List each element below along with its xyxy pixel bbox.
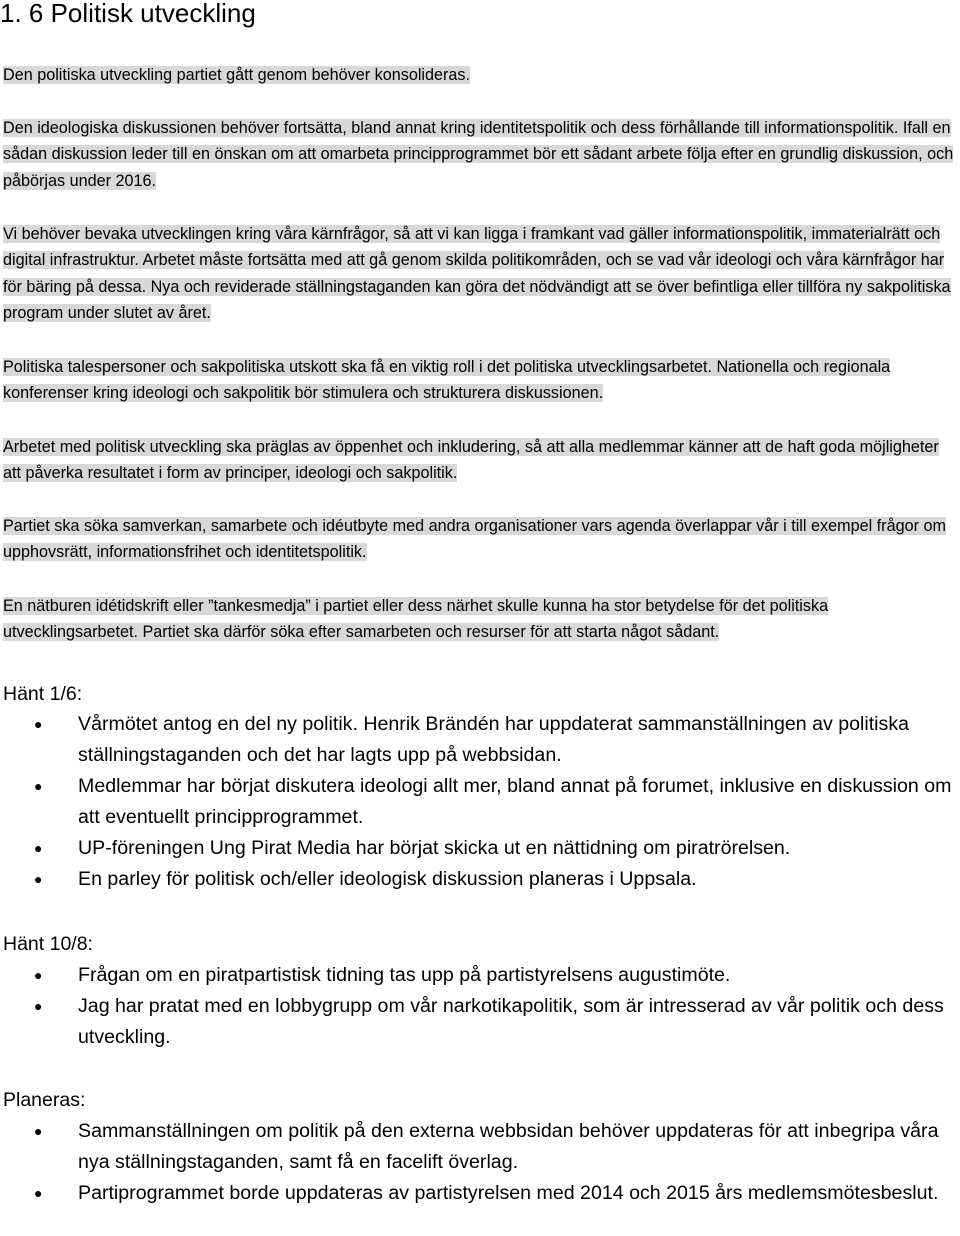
- bullet-icon: ●: [34, 1123, 43, 1139]
- paragraph-text: Arbetet med politisk utveckling ska präglas av öppenhet och inkludering, så att alla medlemmar känner att de haft goda möjligheter att påverka resultatet i form av principer, ideologi och sakpolitik.: [3, 438, 939, 483]
- list-item: [3, 771, 958, 833]
- list-item-text: En parley för politisk och/eller ideologisk diskussion planeras i Uppsala.: [78, 868, 697, 890]
- paragraph: [3, 434, 958, 487]
- bullet-icon: ●: [34, 716, 43, 732]
- list-item-text: UP-föreningen Ung Pirat Media har börjat skicka ut en nättidning om piratrörelsen.: [78, 837, 791, 859]
- bullet-icon: ●: [34, 871, 43, 887]
- paragraph-text: En nätburen idétidskrift eller ”tankesmedja” i partiet eller dess närhet skulle kunna ha stor betydelse för det politiska utvecklingsarbetet. Partiet ska därför söka efter samarbeten och resurser för att starta något sådant.: [3, 597, 829, 642]
- list-item: [3, 991, 958, 1053]
- bullet-list: [3, 709, 958, 895]
- section-heading: Hänt 1/6:: [3, 683, 83, 705]
- paragraph: [3, 513, 958, 566]
- list-item-text: Frågan om en piratpartistisk tidning tas upp på partistyrelsens augustimöte.: [78, 964, 731, 986]
- bullet-icon: ●: [34, 1185, 43, 1201]
- paragraph-text: Den politiska utveckling partiet gått genom behöver konsolideras.: [3, 66, 471, 84]
- section-heading: Planeras:: [3, 1089, 86, 1111]
- paragraph: [3, 593, 958, 646]
- bullet-icon: ●: [34, 998, 43, 1014]
- list-item-text: Jag har pratat med en lobbygrupp om vår narkotikapolitik, som är intresserad av vår politik och dess utveckling.: [78, 995, 944, 1048]
- bullet-list: [3, 1116, 958, 1209]
- page-title: 1. 6 Politisk utveckling: [0, 0, 256, 28]
- list-item-text: Medlemmar har börjat diskutera ideologi allt mer, bland annat på forumet, inklusive en diskussion om att eventuellt principprogrammet.: [78, 775, 952, 828]
- paragraph-text: Den ideologiska diskussionen behöver fortsätta, bland annat kring identitetspolitik och dess förhållande till informationspolitik. Ifall en sådan diskussion leder till en önskan om att omarbeta principprogrammet bör ett sådant arbete följa efter en grundlig diskussion, och påbörjas under 2016.: [3, 119, 954, 190]
- list-item: [3, 960, 958, 991]
- bullet-icon: ●: [34, 778, 43, 794]
- paragraph-text: Vi behöver bevaka utvecklingen kring våra kärnfrågor, så att vi kan ligga i framkant vad gäller informationspolitik, immaterialrätt och digital infrastruktur. Arbetet måste fortsätta med att gå genom skilda politikområden, och se vad vår ideologi och våra kärnfrågor har för bäring på dessa. Nya och reviderade ställningstaganden kan göra det nödvändigt att se över befintliga eller tillföra ny sakpolitiska program under slutet av året.: [3, 225, 951, 322]
- paragraph-text: Partiet ska söka samverkan, samarbete och idéutbyte med andra organisationer vars agenda överlappar vår i till exempel frågor om upphovsrätt, informationsfrihet och identitetspolitik.: [3, 517, 946, 562]
- bullet-icon: ●: [34, 840, 43, 856]
- paragraph: [3, 62, 958, 88]
- section-heading: Hänt 10/8:: [3, 933, 93, 955]
- list-item: [3, 1178, 958, 1209]
- paragraph-text: Politiska talespersoner och sakpolitiska utskott ska få en viktig roll i det politiska utvecklingsarbetet. Nationella och regionala konferenser kring ideologi och sakpolitik bör stimulera och strukturera diskussionen.: [3, 358, 891, 403]
- list-item: [3, 833, 958, 864]
- list-item-text: Vårmötet antog en del ny politik. Henrik Brändén har uppdaterat sammanställningen av politiska ställningstaganden och det har lagts upp på webbsidan.: [78, 713, 910, 766]
- paragraph: [3, 115, 958, 194]
- bullet-icon: ●: [34, 967, 43, 983]
- paragraph: [3, 221, 958, 326]
- list-item: [3, 709, 958, 771]
- list-item-text: Partiprogrammet borde uppdateras av partistyrelsen med 2014 och 2015 års medlemsmötesbeslut.: [78, 1182, 939, 1204]
- bullet-list: [3, 960, 958, 1053]
- list-item: [3, 864, 958, 895]
- list-item: [3, 1116, 958, 1178]
- paragraph: [3, 354, 958, 407]
- list-item-text: Sammanställningen om politik på den externa webbsidan behöver uppdateras för att inbegripa våra nya ställningstaganden, samt få en facelift överlag.: [78, 1120, 939, 1173]
